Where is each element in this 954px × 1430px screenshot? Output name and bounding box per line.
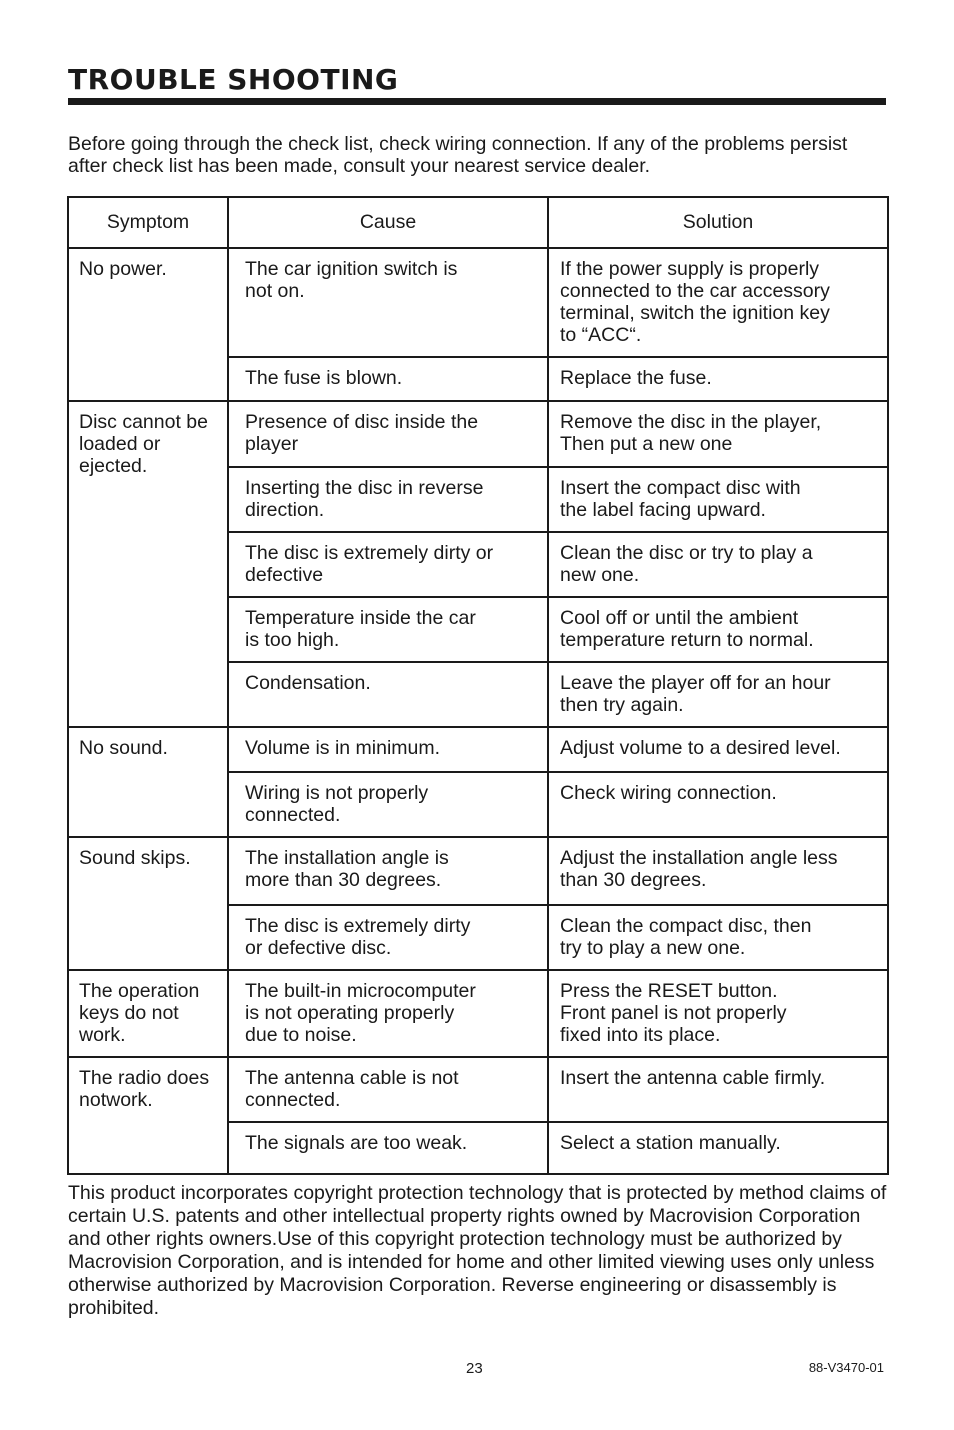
intro-paragraph: Before going through the check list, check wiring connection. If any of the problems persist after check list has been made, consult your nearest service dealer. bbox=[68, 133, 848, 177]
solution-header: Solution bbox=[548, 197, 888, 248]
solution-cell: Cool off or until the ambient temperature return to normal. bbox=[548, 597, 888, 662]
table-body bbox=[68, 248, 888, 1174]
symptom-header: Symptom bbox=[68, 197, 228, 248]
cause-cell: Temperature inside the car is too high. bbox=[228, 597, 548, 662]
symptom-cell: No sound. bbox=[68, 727, 228, 837]
solution-cell: Select a station manually. bbox=[548, 1122, 888, 1174]
solution-cell: Insert the antenna cable firmly. bbox=[548, 1057, 888, 1122]
cause-cell: The installation angle is more than 30 degrees. bbox=[228, 837, 548, 905]
table-row bbox=[68, 248, 888, 357]
cause-cell: Volume is in minimum. bbox=[228, 727, 548, 772]
cause-cell: The built-in microcomputer is not operating properly due to noise. bbox=[228, 970, 548, 1057]
cause-header: Cause bbox=[228, 197, 548, 248]
table-row bbox=[68, 1057, 888, 1122]
page-title: TROUBLE SHOOTING bbox=[68, 63, 399, 96]
cause-cell: Inserting the disc in reverse direction. bbox=[228, 467, 548, 532]
symptom-cell: Sound skips. bbox=[68, 837, 228, 970]
solution-cell: Replace the fuse. bbox=[548, 357, 888, 401]
table-row bbox=[68, 727, 888, 772]
page-number: 23 bbox=[466, 1360, 483, 1377]
cause-cell: Condensation. bbox=[228, 662, 548, 727]
solution-cell: Leave the player off for an hour then try again. bbox=[548, 662, 888, 727]
document-id: 88-V3470-01 bbox=[808, 1360, 884, 1375]
cause-cell: The fuse is blown. bbox=[228, 357, 548, 401]
cause-cell: The disc is extremely dirty or defective disc. bbox=[228, 905, 548, 970]
solution-cell: Clean the compact disc, then try to play a new one. bbox=[548, 905, 888, 970]
cause-cell: The antenna cable is not connected. bbox=[228, 1057, 548, 1122]
table-row bbox=[68, 837, 888, 905]
solution-cell: Press the RESET button. Front panel is not properly fixed into its place. bbox=[548, 970, 888, 1057]
table-row bbox=[68, 401, 888, 467]
symptom-cell: The radio does notwork. bbox=[68, 1057, 228, 1174]
symptom-cell: Disc cannot be loaded or ejected. bbox=[68, 401, 228, 727]
symptom-cell: The operation keys do not work. bbox=[68, 970, 228, 1057]
solution-cell: Clean the disc or try to play a new one. bbox=[548, 532, 888, 597]
solution-cell: Remove the disc in the player, Then put a new one bbox=[548, 401, 888, 467]
solution-cell: Insert the compact disc with the label facing upward. bbox=[548, 467, 888, 532]
table-header-row bbox=[68, 197, 888, 248]
cause-cell: The signals are too weak. bbox=[228, 1122, 548, 1174]
troubleshooting-table bbox=[67, 196, 889, 1175]
title-rule bbox=[68, 98, 886, 105]
cause-cell: Wiring is not properly connected. bbox=[228, 772, 548, 837]
solution-cell: Adjust the installation angle less than 30 degrees. bbox=[548, 837, 888, 905]
cause-cell: The disc is extremely dirty or defective bbox=[228, 532, 548, 597]
cause-cell: The car ignition switch is not on. bbox=[228, 248, 548, 357]
solution-cell: Adjust volume to a desired level. bbox=[548, 727, 888, 772]
solution-cell: Check wiring connection. bbox=[548, 772, 888, 837]
solution-cell: If the power supply is properly connected to the car accessory terminal, switch the ignition key to “ACC“. bbox=[548, 248, 888, 357]
symptom-cell: No power. bbox=[68, 248, 228, 401]
cause-cell: Presence of disc inside the player bbox=[228, 401, 548, 467]
table-row bbox=[68, 970, 888, 1057]
copyright-notice: This product incorporates copyright protection technology that is protected by method claims of certain U.S. patents and other intellectual property rights owned by Macrovision Corporation and other rights owners.Use of this copyright protection technology must be authorized by Macrovision Corporation, and is intended for home and other limited viewing uses only unless otherwise authorized by Macrovision Corporation. Reverse engineering or disassembly is prohibited. bbox=[68, 1182, 887, 1319]
